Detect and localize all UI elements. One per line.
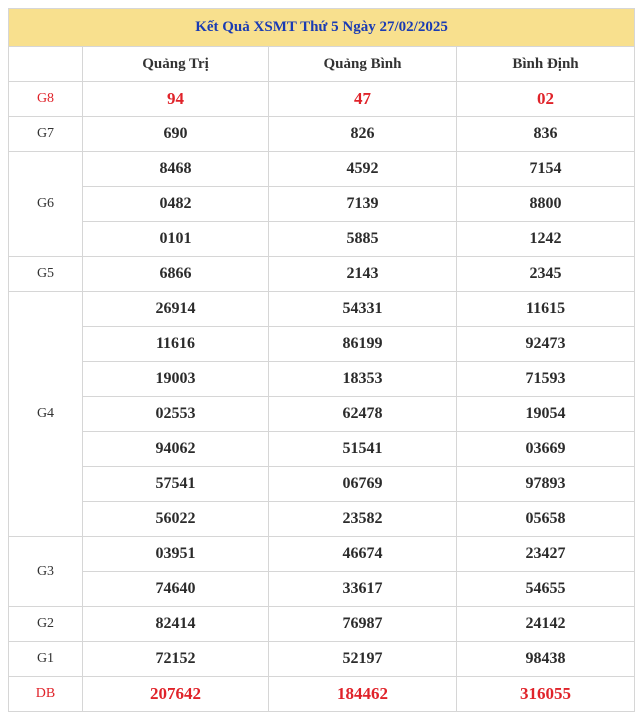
result-number: 6866	[83, 257, 269, 292]
result-number: 8800	[457, 187, 635, 222]
result-number: 26914	[83, 292, 269, 327]
special-prize-number: 316055	[457, 677, 635, 712]
result-number: 92473	[457, 327, 635, 362]
result-number: 82414	[83, 607, 269, 642]
prize-row-db	[9, 677, 635, 712]
result-number: 02553	[83, 397, 269, 432]
prize-row-g4	[9, 502, 635, 537]
prize-label-g1: G1	[9, 642, 83, 677]
province-header-binh-dinh: Bình Định	[457, 47, 635, 82]
prize-row-g5	[9, 257, 635, 292]
result-number: 94	[83, 82, 269, 117]
title-row	[9, 9, 635, 47]
result-number: 0482	[83, 187, 269, 222]
prize-label-g6: G6	[9, 152, 83, 257]
prize-label-db: DB	[9, 677, 83, 712]
result-number: 02	[457, 82, 635, 117]
result-number: 62478	[269, 397, 457, 432]
prize-label-g7: G7	[9, 117, 83, 152]
result-number: 56022	[83, 502, 269, 537]
result-number: 33617	[269, 572, 457, 607]
result-number: 11615	[457, 292, 635, 327]
prize-row-g6	[9, 152, 635, 187]
result-number: 86199	[269, 327, 457, 362]
prize-row-g7	[9, 117, 635, 152]
prize-row-g3	[9, 537, 635, 572]
result-number: 51541	[269, 432, 457, 467]
result-number: 47	[269, 82, 457, 117]
result-number: 826	[269, 117, 457, 152]
prize-label-g4: G4	[9, 292, 83, 537]
prize-row-g4	[9, 467, 635, 502]
prize-row-g4	[9, 327, 635, 362]
special-prize-number: 207642	[83, 677, 269, 712]
prize-row-g2	[9, 607, 635, 642]
result-number: 46674	[269, 537, 457, 572]
result-number: 72152	[83, 642, 269, 677]
result-number: 18353	[269, 362, 457, 397]
result-number: 71593	[457, 362, 635, 397]
result-number: 23582	[269, 502, 457, 537]
result-number: 11616	[83, 327, 269, 362]
lottery-results-table	[8, 8, 635, 712]
result-number: 690	[83, 117, 269, 152]
result-number: 5885	[269, 222, 457, 257]
result-number: 8468	[83, 152, 269, 187]
prize-label-g3: G3	[9, 537, 83, 607]
result-number: 24142	[457, 607, 635, 642]
result-number: 97893	[457, 467, 635, 502]
result-number: 23427	[457, 537, 635, 572]
result-number: 19003	[83, 362, 269, 397]
result-number: 2143	[269, 257, 457, 292]
prize-row-g3	[9, 572, 635, 607]
result-number: 19054	[457, 397, 635, 432]
result-number: 54331	[269, 292, 457, 327]
prize-label-g5: G5	[9, 257, 83, 292]
province-header-row	[9, 47, 635, 82]
result-number: 54655	[457, 572, 635, 607]
prize-row-g4	[9, 397, 635, 432]
province-header-quang-binh: Quảng Bình	[269, 47, 457, 82]
result-number: 4592	[269, 152, 457, 187]
prize-row-g6	[9, 187, 635, 222]
result-number: 94062	[83, 432, 269, 467]
prize-label-g8: G8	[9, 82, 83, 117]
prize-row-g4	[9, 292, 635, 327]
result-number: 52197	[269, 642, 457, 677]
result-number: 06769	[269, 467, 457, 502]
prize-row-g6	[9, 222, 635, 257]
result-number: 03669	[457, 432, 635, 467]
result-number: 98438	[457, 642, 635, 677]
results-title: Kết Quả XSMT Thứ 5 Ngày 27/02/2025	[9, 9, 635, 47]
prize-label-g2: G2	[9, 607, 83, 642]
prize-row-g4	[9, 432, 635, 467]
result-number: 76987	[269, 607, 457, 642]
province-header-quang-tri: Quảng Trị	[83, 47, 269, 82]
result-number: 74640	[83, 572, 269, 607]
result-number: 05658	[457, 502, 635, 537]
prize-header-empty	[9, 47, 83, 82]
result-number: 7154	[457, 152, 635, 187]
result-number: 0101	[83, 222, 269, 257]
prize-row-g8	[9, 82, 635, 117]
result-number: 7139	[269, 187, 457, 222]
result-number: 2345	[457, 257, 635, 292]
result-number: 1242	[457, 222, 635, 257]
result-number: 03951	[83, 537, 269, 572]
result-number: 836	[457, 117, 635, 152]
result-number: 57541	[83, 467, 269, 502]
prize-row-g1	[9, 642, 635, 677]
results-container	[8, 8, 634, 712]
special-prize-number: 184462	[269, 677, 457, 712]
prize-row-g4	[9, 362, 635, 397]
